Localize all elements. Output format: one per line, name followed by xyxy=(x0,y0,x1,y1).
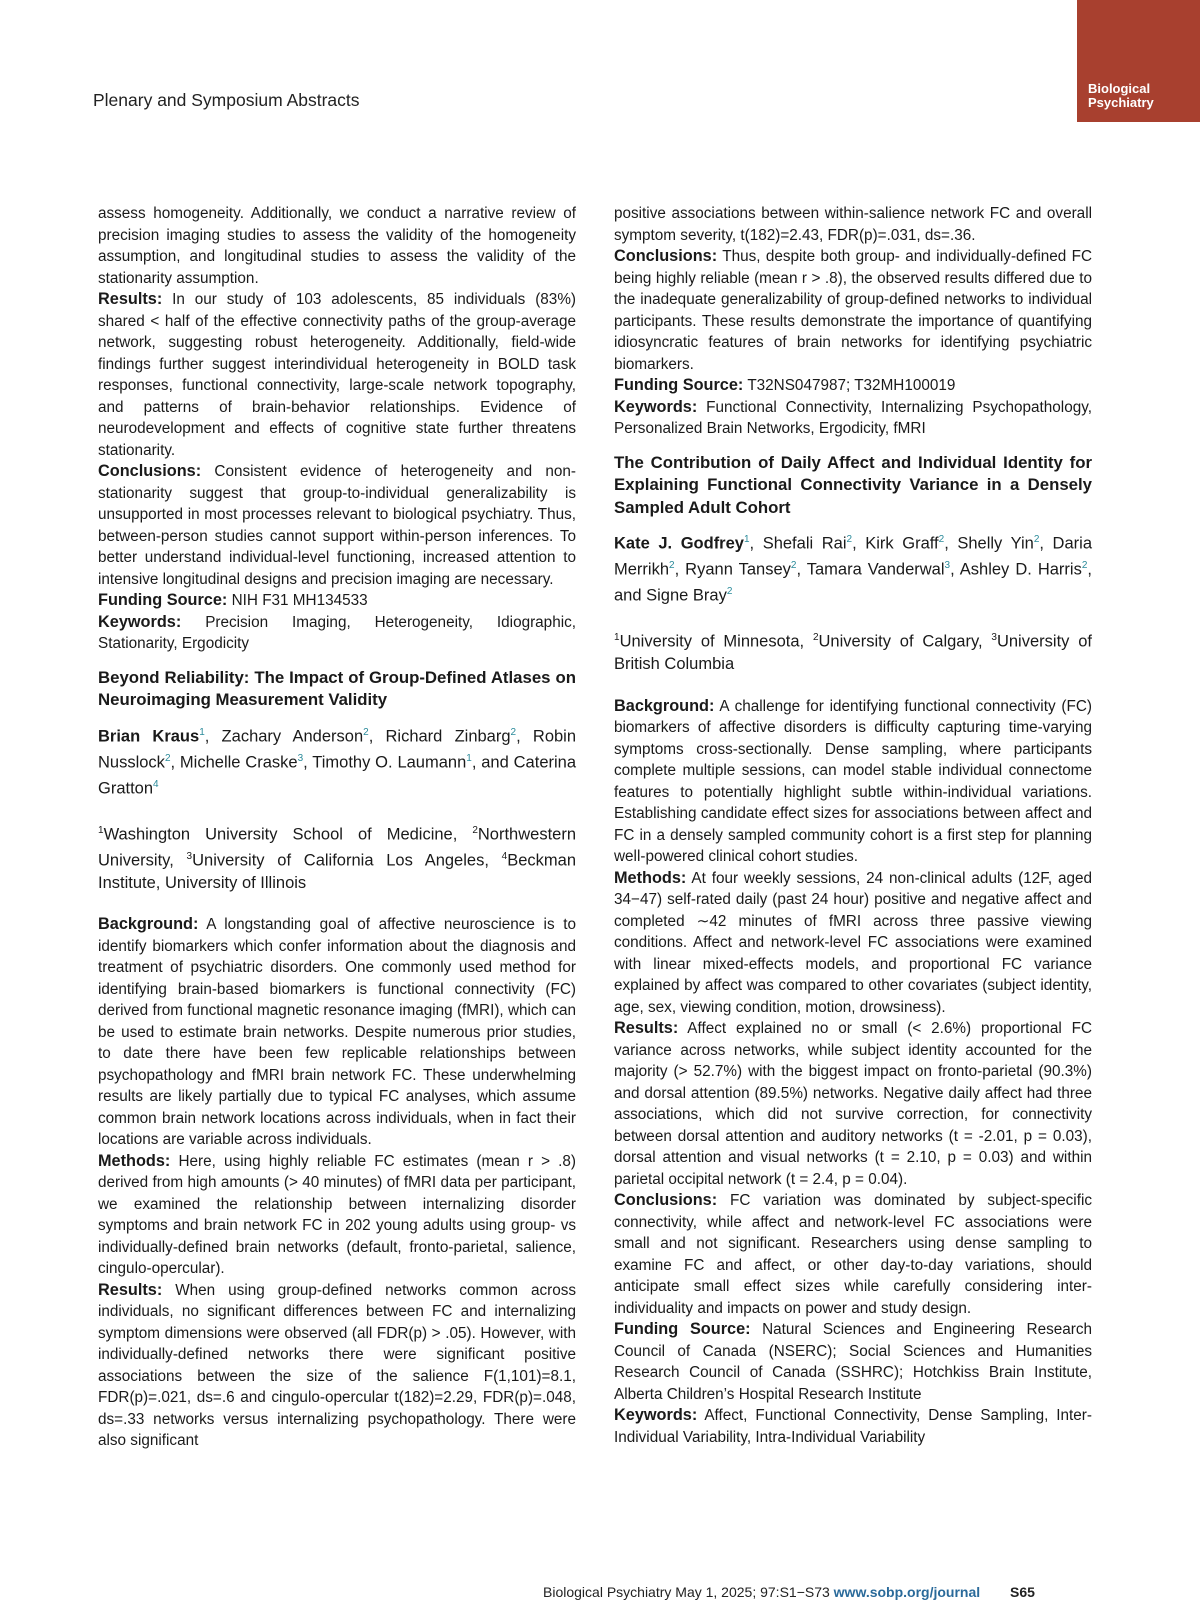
conclusions-text: FC variation was dominated by subject-specific connectivity, while affect and network-level FC associations were small and not significant. Researchers using dense sampling to examine FC and affect, or other day-to-day variations, should anticipate small effect sizes while carefully considering inter-individuality and impacts on power and study design. xyxy=(614,1192,1093,1317)
funding-paragraph xyxy=(614,375,1092,397)
author-name: , and Caterina Gratton xyxy=(98,753,577,797)
footer-citation: Biological Psychiatry May 1, 2025; 97:S1−S73 xyxy=(543,1584,830,1600)
affil-sup: 1 xyxy=(98,824,104,836)
affiliation: University of California Los Angeles, xyxy=(192,851,502,869)
journal-url-link[interactable]: www.sobp.org/journal xyxy=(833,1584,981,1600)
author-name: , Ryann Tansey xyxy=(674,560,791,579)
author-sup: 2 xyxy=(938,534,945,545)
affil-sup: 1 xyxy=(614,632,620,643)
author-name: , Daria Merrikh xyxy=(614,534,1092,579)
author-sup: 2 xyxy=(510,726,517,738)
author-name: , Richard Zinbarg xyxy=(368,727,511,745)
methods-text: At four weekly sessions, 24 non-clinical adults (12F, aged 34−47) self-rated daily (past 24 hour) positive and negative affect and completed ∼42 minutes of fMRI across three passive viewing conditions. Affect and network-level FC associations were examined with linear mixed-effects models, and proportional FC variance explained by affect was compared to other covariates (subject identity, age, sex, viewing condition, motion, drowsiness). xyxy=(614,869,1093,1016)
results-text: Affect explained no or small (< 2.6%) proportional FC variance across networks, while subject identity accounted for the majority (> 52.7%) with the biggest impact on fronto-parietal (90.3%) and dorsal attention (89.5%) networks. Negative daily affect had three associations, which did not survive correction, for connectivity between dorsal attention and auditory networks (t = -2.01, p = 0.03), dorsal attention and visual networks (t = 2.10, p = 0.03) and within parietal occipital network (t = 2.4, p = 0.04). xyxy=(614,1020,1092,1188)
affiliation: University of British Columbia xyxy=(614,632,1092,673)
author-sup: 2 xyxy=(846,534,853,545)
keywords-label: Keywords: xyxy=(614,397,698,416)
results-label: Results: xyxy=(614,1019,679,1037)
conclusions-label: Conclusions: xyxy=(614,247,718,265)
author-sup: 1 xyxy=(466,752,472,764)
affiliations xyxy=(614,627,1092,676)
keywords-text: Affect, Functional Connectivity, Dense Sampling, Inter-Individual Variability, Intra-Individual Variability xyxy=(614,1407,1092,1446)
funding-text: NIH F31 MH134533 xyxy=(231,592,368,609)
author-list xyxy=(98,722,576,800)
journal-brand-logo xyxy=(1077,0,1200,122)
background-label: Background: xyxy=(98,915,199,933)
background-paragraph xyxy=(614,696,1092,868)
author-sup: 2 xyxy=(363,726,369,738)
conclusions-paragraph xyxy=(614,246,1092,375)
right-column xyxy=(614,203,1092,1448)
author-sup: 2 xyxy=(669,560,675,571)
funding-text: T32NS047987; T32MH100019 xyxy=(747,377,956,394)
results-paragraph xyxy=(614,1018,1092,1190)
methods-label: Methods: xyxy=(614,868,687,887)
funding-label: Funding Source: xyxy=(98,591,228,609)
first-author: Brian Kraus xyxy=(98,727,200,745)
author-sup: 3 xyxy=(944,560,951,571)
first-author: Kate J. Godfrey xyxy=(614,534,744,553)
author-sup: 1 xyxy=(199,726,205,738)
background-label: Background: xyxy=(614,696,715,715)
methods-label: Methods: xyxy=(98,1151,171,1170)
affil-sup: 3 xyxy=(186,850,193,862)
funding-label: Funding Source: xyxy=(614,376,744,394)
author-sup: 2 xyxy=(790,560,797,571)
author-sup: 2 xyxy=(726,586,733,597)
affiliation: University of Calgary, xyxy=(818,632,992,651)
funding-paragraph xyxy=(614,1319,1092,1405)
results-paragraph xyxy=(98,1280,576,1452)
abstract-intro-continued: assess homogeneity. Additionally, we conduct a narrative review of precision imaging studies to assess the validity of the homogeneity assumption, and longitudinal studies to assess the validity of the stationarity assumption. xyxy=(98,205,576,287)
methods-paragraph xyxy=(98,1151,576,1280)
affiliation: Northwestern University, xyxy=(98,825,576,869)
background-paragraph xyxy=(98,914,576,1151)
author-sup: 2 xyxy=(1033,534,1040,545)
affiliation: Beckman Institute, University of Illinois xyxy=(98,851,576,892)
keywords-paragraph xyxy=(614,397,1092,440)
brand-line-2: Psychiatry xyxy=(1088,95,1154,110)
conclusions-label: Conclusions: xyxy=(614,1191,718,1209)
author-name: , Timothy O. Laumann xyxy=(303,753,467,771)
funding-text: Natural Sciences and Engineering Research Council of Canada (NSERC); Social Sciences and Humanities Research Council of Canada (SSHRC); Hotchkiss Brain Institute, Alberta Children’s Hospital Research Institute xyxy=(614,1321,1093,1403)
brand-line-1: Biological xyxy=(1088,81,1151,96)
results-paragraph xyxy=(98,289,576,461)
keywords-label: Keywords: xyxy=(614,1406,698,1424)
affiliation: University of Minnesota, xyxy=(619,632,813,651)
results-label: Results: xyxy=(98,1280,163,1299)
results-text: When using group-defined networks common across individuals, no significant differences between FC and internalizing symptom dimensions were observed (all FDR(p) > .05). However, with individually-defined networks there were significant positive associations between the size of the salience F(1,101)=8.1, FDR(p)=.021, ds=.6 and cingulo-opercular t(182)=2.29, FDR(p)=.048, ds=.33 networks versus internalizing psychopathology. There were also significant xyxy=(98,1281,576,1449)
page-number: S65 xyxy=(1010,1584,1035,1600)
keywords-paragraph xyxy=(614,1405,1092,1448)
conclusions-text: Consistent evidence of heterogeneity and non-stationarity suggest that group-to-individual generalizability is unsupported in most processes relevant to biological psychiatry. Thus, between-person studies cannot support within-person inferences. To better understand individual-level functioning, increased attention to intensive longitudinal designs and precision imaging are necessary. xyxy=(98,463,576,588)
results-text: In our study of 103 adolescents, 85 individuals (83%) shared < half of the effective connectivity paths of the group-average network, suggesting robust heterogeneity. Additionally, field-wide findings further suggest interindividual heterogeneity in BOLD task responses, functional connectivity, large-scale network topography, and patterns of brain-behavior relationships. Evidence of neurodevelopment and effects of cognitive state further threatens stationarity. xyxy=(98,291,577,459)
methods-paragraph xyxy=(614,868,1092,1019)
author-sup: 2 xyxy=(1081,560,1088,571)
background-text: A challenge for identifying functional connectivity (FC) biomarkers of affective disorders is difficulty capturing time-varying symptoms cross-sectionally. Dense sampling, where participants complete multiple sessions, can model stable individual connectome features to potentially highlight subtle within-individual variations. Establishing candidate effect sizes for associations between affect and FC in a densely sampled community cohort is a first step for planning well-powered clinical cohort studies. xyxy=(614,697,1093,865)
abstract-title: Beyond Reliability: The Impact of Group-Defined Atlases on Neuroimaging Measurement Validity xyxy=(98,667,576,709)
conclusions-text: Thus, despite both group- and individually-defined FC being highly reliable (mean r > .8), the observed results differed due to the inadequate generalizability of group-defined networks to individual participants. These results demonstrate the importance of quantifying idiosyncratic features of brain networks for identifying psychiatric biomarkers. xyxy=(614,248,1092,373)
keywords-label: Keywords: xyxy=(98,612,182,631)
keywords-text: Functional Connectivity, Internalizing Psychopathology, Personalized Brain Networks, Ergodicity, fMRI xyxy=(614,398,1092,437)
author-name: , Shefali Rai xyxy=(749,534,847,553)
author-sup: 2 xyxy=(164,752,171,764)
affil-sup: 2 xyxy=(812,632,819,643)
affiliations xyxy=(98,820,576,895)
affil-sup: 3 xyxy=(991,632,997,643)
author-name: , Robin Nusslock xyxy=(98,727,577,771)
author-name: , Kirk Graff xyxy=(852,534,939,553)
author-name: , Tamara Vanderwal xyxy=(796,560,945,579)
author-sup: 3 xyxy=(297,752,304,764)
funding-paragraph xyxy=(98,590,576,612)
affil-sup: 4 xyxy=(501,850,508,862)
running-header: Plenary and Symposium Abstracts xyxy=(93,90,360,110)
abstract-title: The Contribution of Daily Affect and Individual Identity for Explaining Functional Connectivity Variance in a Densely Sampled Adult Cohort xyxy=(614,452,1092,517)
conclusions-paragraph xyxy=(98,461,576,590)
affil-sup: 2 xyxy=(472,824,478,836)
author-name: , Ashley D. Harris xyxy=(950,560,1082,579)
author-list xyxy=(614,529,1092,607)
author-name: , Shelly Yin xyxy=(944,534,1034,553)
left-column xyxy=(98,203,576,1452)
background-text: A longstanding goal of affective neuroscience is to identify biomarkers which confer information about the diagnosis and treatment of psychiatric disorders. One commonly used method for identifying brain-based biomarkers is functional connectivity (FC) derived from functional magnetic resonance imaging (fMRI), which can be used to estimate brain networks. Despite numerous prior studies, to date there have been few replicable relationships between psychopathology and fMRI brain network FC. These underwhelming results are likely partially due to typical FC analyses, which assume common brain network locations across individuals, when in fact their locations are variable across individuals. xyxy=(98,916,577,1148)
affiliation: Washington University School of Medicine, xyxy=(103,825,473,843)
conclusions-paragraph xyxy=(614,1190,1092,1319)
author-name: , Michelle Craske xyxy=(170,753,298,771)
keywords-paragraph xyxy=(98,612,576,655)
conclusions-label: Conclusions: xyxy=(98,462,202,480)
results-label: Results: xyxy=(98,290,163,308)
page-footer xyxy=(543,1584,1035,1600)
author-sup: 1 xyxy=(743,534,750,545)
author-name: , Zachary Anderson xyxy=(204,727,364,745)
methods-text: Here, using highly reliable FC estimates (mean r > .8) derived from high amounts (> 40 minutes) of fMRI data per participant, we examined the relationship between internalizing disorder symptoms and brain network FC in 202 young adults using group- vs individually-defined brain networks (default, fronto-parietal, salience, cingulo-opercular). xyxy=(98,1152,577,1277)
keywords-text: Precision Imaging, Heterogeneity, Idiographic, Stationarity, Ergodicity xyxy=(98,613,576,652)
author-sup: 4 xyxy=(153,778,159,790)
results-continued: positive associations between within-salience network FC and overall symptom severity, t(182)=2.43, FDR(p)=.031, ds=.36. xyxy=(614,205,1092,244)
author-name: , and Signe Bray xyxy=(614,560,1092,605)
funding-label: Funding Source: xyxy=(614,1320,751,1338)
